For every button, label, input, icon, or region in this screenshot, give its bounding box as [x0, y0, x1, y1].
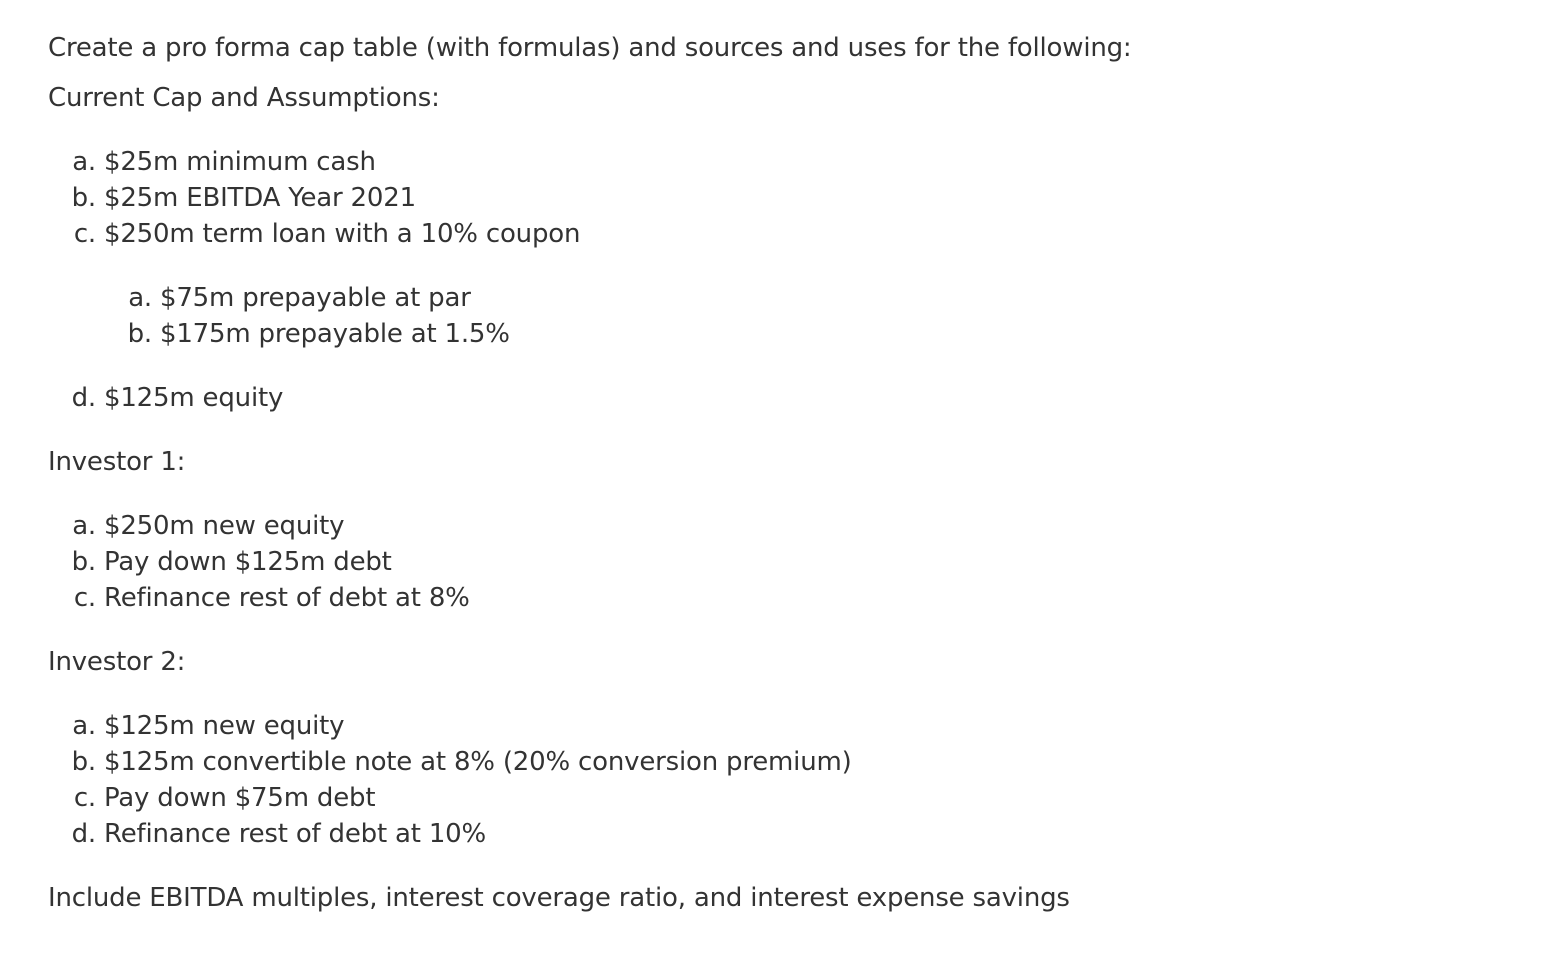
list-marker: c.: [73, 219, 96, 249]
intro-text: Create a pro forma cap table (with formulas) and sources and uses for the following:: [48, 33, 1132, 63]
list-item: $125m equity: [104, 383, 284, 413]
list-item: $250m term loan with a 10% coupon: [104, 219, 581, 249]
list-item: $25m EBITDA Year 2021: [104, 183, 416, 213]
investor1-heading: Investor 1:: [48, 447, 186, 477]
list-item: $125m convertible note at 8% (20% conversion premium): [104, 747, 852, 777]
list-marker: a.: [72, 147, 96, 177]
closing-text: Include EBITDA multiples, interest coverage ratio, and interest expense savings: [48, 883, 1070, 913]
sublist-marker: a.: [128, 283, 152, 313]
list-marker: d.: [71, 383, 96, 413]
list-marker: b.: [71, 747, 96, 777]
list-item: $250m new equity: [104, 511, 345, 541]
list-item: Pay down $75m debt: [104, 783, 376, 813]
list-marker: b.: [71, 547, 96, 577]
list-marker: d.: [71, 819, 96, 849]
investor2-heading: Investor 2:: [48, 647, 186, 677]
list-marker: c.: [73, 783, 96, 813]
list-item: Refinance rest of debt at 8%: [104, 583, 470, 613]
sublist-marker: b.: [127, 319, 152, 349]
list-item: Refinance rest of debt at 10%: [104, 819, 487, 849]
list-item: $125m new equity: [104, 711, 345, 741]
list-marker: b.: [71, 183, 96, 213]
list-item: Pay down $125m debt: [104, 547, 392, 577]
list-marker: c.: [73, 583, 96, 613]
list-marker: a.: [72, 711, 96, 741]
sublist-item: $75m prepayable at par: [160, 283, 471, 313]
list-item: $25m minimum cash: [104, 147, 376, 177]
list-marker: a.: [72, 511, 96, 541]
sublist-item: $175m prepayable at 1.5%: [160, 319, 510, 349]
current-cap-heading: Current Cap and Assumptions:: [48, 83, 440, 113]
